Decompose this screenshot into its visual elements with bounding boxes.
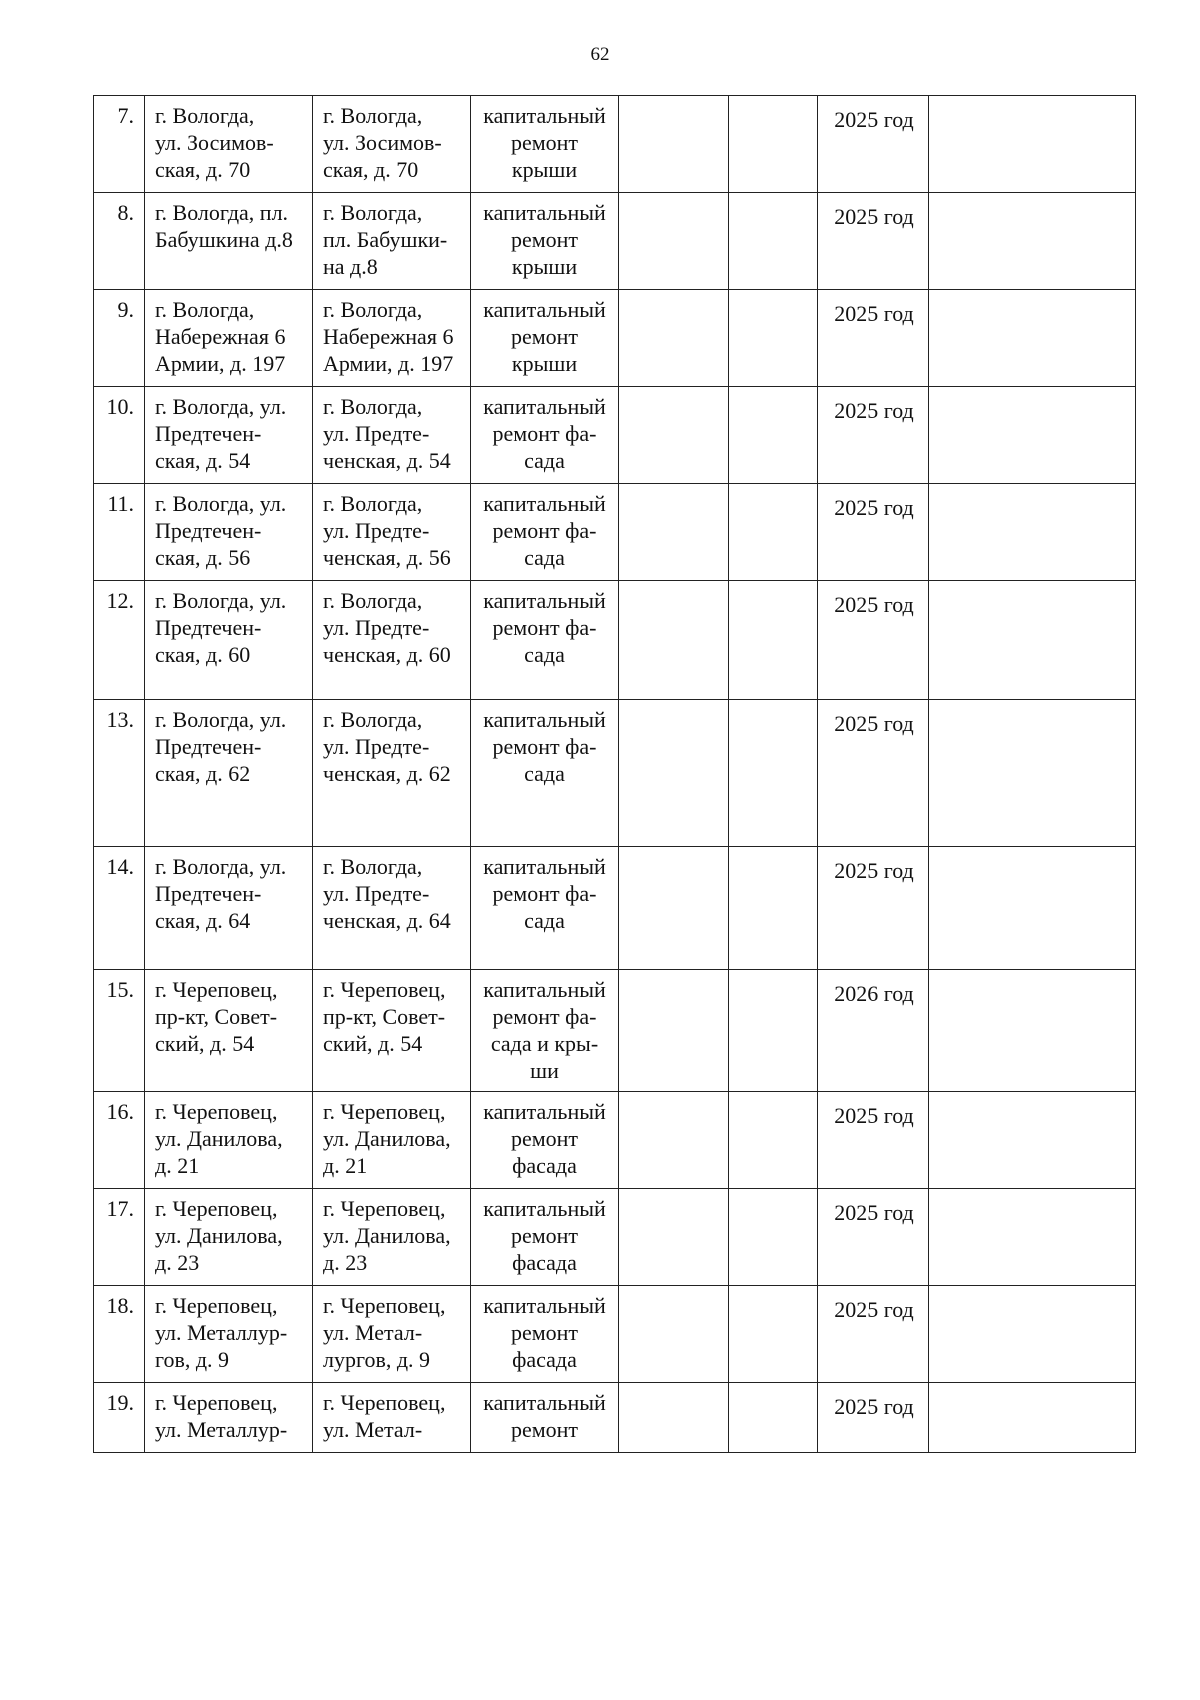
object-address-text: г. Вологда, ул. Зосимов- ская, д. 70 [323,103,442,182]
row-number-cell [94,1189,145,1286]
object-address-text: г. Череповец, ул. Данилова, д. 23 [323,1196,451,1275]
table-row [94,847,1136,970]
row-number-cell [94,581,145,700]
row-number-text: 8. [117,200,134,225]
row-number-text: 10. [106,394,134,419]
empty-cell [929,1286,1136,1383]
object-address-text: г. Череповец, пр-кт, Совет- ский, д. 54 [323,977,446,1056]
table-row [94,581,1136,700]
empty-cell [929,970,1136,1092]
row-number-cell [94,1092,145,1189]
row-number-cell [94,970,145,1092]
table-row [94,1383,1136,1453]
work-type-text: капитальный ремонт фа- сада [483,491,606,570]
address-text: г. Вологда, ул. Предтечен- ская, д. 62 [155,707,287,786]
empty-cell [619,193,729,290]
work-type-text: капитальный ремонт крыши [483,200,606,279]
empty-cell [729,1189,818,1286]
row-number-cell [94,700,145,847]
year-cell [818,581,929,700]
empty-cell [929,581,1136,700]
object-address-cell [313,847,471,970]
object-address-cell [313,290,471,387]
row-number-text: 17. [106,1196,134,1221]
work-type-text: капитальный ремонт фа- сада [483,707,606,786]
page-number: 62 [590,44,610,65]
work-type-text: капитальный ремонт фа- сада и кры- ши [483,977,606,1083]
work-type-cell [471,581,619,700]
work-type-cell [471,1189,619,1286]
table-row [94,970,1136,1092]
object-address-cell [313,1189,471,1286]
empty-cell [729,847,818,970]
row-number-text: 19. [106,1390,134,1415]
row-number-cell [94,484,145,581]
work-type-cell [471,970,619,1092]
work-type-cell [471,700,619,847]
work-type-text: капитальный ремонт фа- сада [483,854,606,933]
address-text: г. Вологда, ул. Зосимов- ская, д. 70 [155,103,274,182]
address-cell [145,700,313,847]
address-cell [145,581,313,700]
address-text: г. Череповец, ул. Металлур- гов, д. 9 [155,1293,288,1372]
row-number-cell [94,387,145,484]
empty-cell [619,484,729,581]
address-text: г. Вологда, ул. Предтечен- ская, д. 56 [155,491,287,570]
object-address-text: г. Череповец, ул. Метал- [323,1390,446,1442]
year-cell [818,1189,929,1286]
row-number-text: 11. [107,491,134,516]
address-cell [145,970,313,1092]
object-address-text: г. Вологда, ул. Предте- ченская, д. 60 [323,588,451,667]
year-cell [818,1383,929,1453]
row-number-text: 9. [117,297,134,322]
address-text: г. Череповец, пр-кт, Совет- ский, д. 54 [155,977,278,1056]
year-text: 2025 год [834,107,914,132]
work-type-text: капитальный ремонт крыши [483,297,606,376]
row-number-text: 13. [106,707,134,732]
row-number-cell [94,1286,145,1383]
year-text: 2025 год [834,592,914,617]
object-address-cell [313,1092,471,1189]
year-text: 2025 год [834,301,914,326]
address-cell [145,484,313,581]
row-number-text: 16. [106,1099,134,1124]
object-address-text: г. Вологда, ул. Предте- ченская, д. 62 [323,707,451,786]
address-text: г. Череповец, ул. Данилова, д. 23 [155,1196,283,1275]
table-row [94,1189,1136,1286]
work-type-text: капитальный ремонт фасада [483,1099,606,1178]
work-type-cell [471,290,619,387]
empty-cell [929,484,1136,581]
table-row [94,290,1136,387]
work-type-cell [471,96,619,193]
address-text: г. Вологда, ул. Предтечен- ская, д. 54 [155,394,287,473]
year-cell [818,1092,929,1189]
address-cell [145,193,313,290]
table-row [94,193,1136,290]
empty-cell [729,1092,818,1189]
object-address-text: г. Вологда, ул. Предте- ченская, д. 64 [323,854,451,933]
row-number-cell [94,1383,145,1453]
address-cell [145,96,313,193]
empty-cell [619,387,729,484]
empty-cell [729,193,818,290]
year-cell [818,484,929,581]
year-text: 2026 год [834,981,914,1006]
row-number-cell [94,96,145,193]
table-row [94,1286,1136,1383]
address-cell [145,387,313,484]
year-cell [818,700,929,847]
empty-cell [619,581,729,700]
empty-cell [619,1092,729,1189]
address-text: г. Череповец, ул. Металлур- [155,1390,288,1442]
object-address-text: г. Череповец, ул. Данилова, д. 21 [323,1099,451,1178]
year-text: 2025 год [834,858,914,883]
object-address-cell [313,484,471,581]
empty-cell [729,970,818,1092]
address-cell [145,1092,313,1189]
row-number-text: 7. [117,103,134,128]
empty-cell [929,387,1136,484]
year-text: 2025 год [834,204,914,229]
year-text: 2025 год [834,495,914,520]
work-type-text: капитальный ремонт фа- сада [483,394,606,473]
empty-cell [619,700,729,847]
year-cell [818,847,929,970]
work-type-cell [471,1092,619,1189]
work-type-text: капитальный ремонт крыши [483,103,606,182]
empty-cell [729,484,818,581]
empty-cell [619,1286,729,1383]
empty-cell [619,970,729,1092]
object-address-cell [313,193,471,290]
address-text: г. Череповец, ул. Данилова, д. 21 [155,1099,283,1178]
table-body [94,96,1136,1453]
empty-cell [929,96,1136,193]
work-type-cell [471,1286,619,1383]
year-cell [818,290,929,387]
address-cell [145,1189,313,1286]
empty-cell [729,1383,818,1453]
address-cell [145,290,313,387]
empty-cell [929,1189,1136,1286]
empty-cell [619,847,729,970]
empty-cell [929,1383,1136,1453]
object-address-text: г. Череповец, ул. Метал- лургов, д. 9 [323,1293,446,1372]
object-address-cell [313,581,471,700]
year-cell [818,1286,929,1383]
table-row [94,96,1136,193]
address-text: г. Вологда, пл. Бабушкина д.8 [155,200,293,252]
work-type-cell [471,847,619,970]
work-type-text: капитальный ремонт фасада [483,1293,606,1372]
row-number-cell [94,290,145,387]
year-text: 2025 год [834,1394,914,1419]
work-type-text: капитальный ремонт [483,1390,606,1442]
empty-cell [729,96,818,193]
object-address-cell [313,970,471,1092]
year-cell [818,96,929,193]
table-row [94,484,1136,581]
object-address-cell [313,96,471,193]
object-address-text: г. Вологда, ул. Предте- ченская, д. 56 [323,491,451,570]
work-type-cell [471,387,619,484]
empty-cell [619,290,729,387]
year-text: 2025 год [834,398,914,423]
year-cell [818,193,929,290]
object-address-cell [313,1383,471,1453]
object-address-text: г. Вологда, ул. Предте- ченская, д. 54 [323,394,451,473]
object-address-cell [313,387,471,484]
object-address-text: г. Вологда, Набережная 6 Армии, д. 197 [323,297,454,376]
table-row [94,1092,1136,1189]
row-number-text: 14. [106,854,134,879]
address-text: г. Вологда, ул. Предтечен- ская, д. 60 [155,588,287,667]
row-number-text: 15. [106,977,134,1002]
empty-cell [929,700,1136,847]
address-cell [145,1286,313,1383]
repair-schedule-table [93,95,1136,1453]
row-number-cell [94,193,145,290]
empty-cell [729,700,818,847]
table-row [94,700,1136,847]
empty-cell [619,1383,729,1453]
address-text: г. Вологда, ул. Предтечен- ская, д. 64 [155,854,287,933]
row-number-text: 12. [106,588,134,613]
empty-cell [929,1092,1136,1189]
table-row [94,387,1136,484]
object-address-cell [313,1286,471,1383]
year-text: 2025 год [834,1297,914,1322]
work-type-cell [471,1383,619,1453]
object-address-text: г. Вологда, пл. Бабушки- на д.8 [323,200,448,279]
work-type-text: капитальный ремонт фа- сада [483,588,606,667]
empty-cell [929,847,1136,970]
work-type-cell [471,484,619,581]
empty-cell [729,581,818,700]
empty-cell [619,96,729,193]
year-cell [818,387,929,484]
work-type-cell [471,193,619,290]
year-text: 2025 год [834,1103,914,1128]
empty-cell [929,290,1136,387]
empty-cell [929,193,1136,290]
work-type-text: капитальный ремонт фасада [483,1196,606,1275]
empty-cell [729,1286,818,1383]
empty-cell [729,290,818,387]
year-cell [818,970,929,1092]
object-address-cell [313,700,471,847]
row-number-text: 18. [106,1293,134,1318]
year-text: 2025 год [834,1200,914,1225]
year-text: 2025 год [834,711,914,736]
row-number-cell [94,847,145,970]
address-cell [145,1383,313,1453]
address-cell [145,847,313,970]
empty-cell [619,1189,729,1286]
empty-cell [729,387,818,484]
address-text: г. Вологда, Набережная 6 Армии, д. 197 [155,297,286,376]
